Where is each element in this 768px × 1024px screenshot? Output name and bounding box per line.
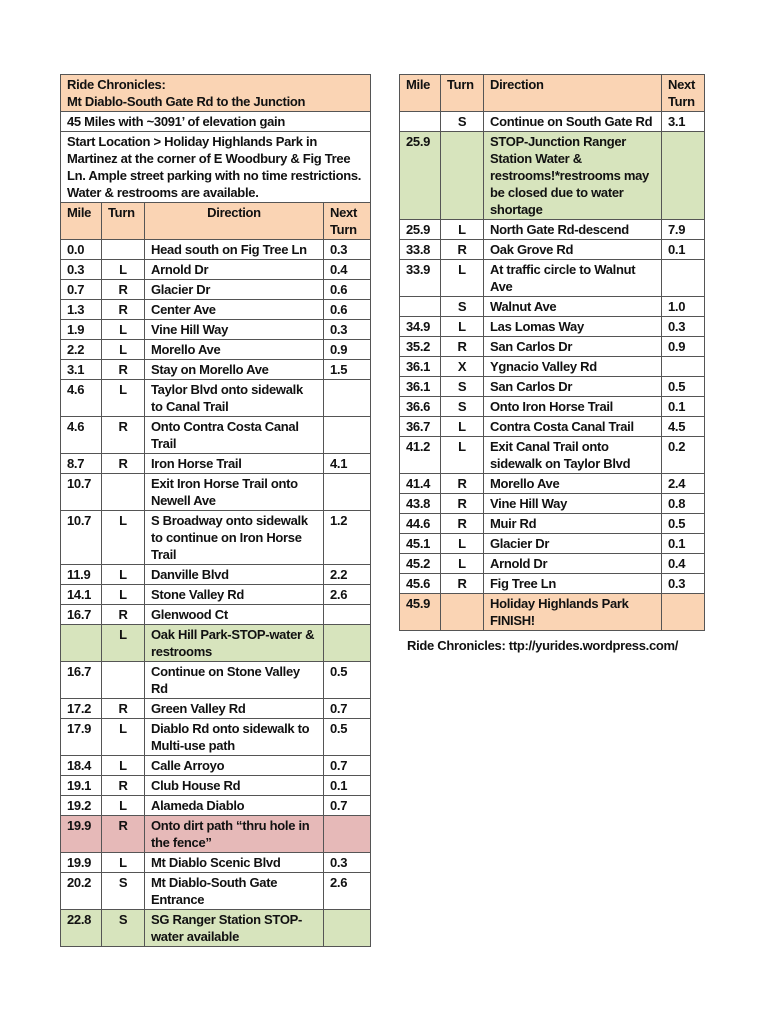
cue-turn: L (102, 585, 145, 605)
cue-mile: 43.8 (400, 494, 441, 514)
cue-direction: North Gate Rd-descend (484, 220, 662, 240)
cue-turn: X (441, 357, 484, 377)
cue-row (61, 511, 371, 565)
cue-direction: Onto Iron Horse Trail (484, 397, 662, 417)
cue-turn (441, 594, 484, 631)
cue-mile: 0.0 (61, 240, 102, 260)
ride-title: Ride Chronicles: Mt Diablo-South Gate Rd to the Junction (61, 75, 371, 112)
cue-turn: L (441, 437, 484, 474)
cue-turn: R (441, 337, 484, 357)
cue-turn: S (441, 377, 484, 397)
cue-turn: L (102, 260, 145, 280)
cue-next-turn: 2.2 (324, 565, 371, 585)
cue-direction: Fig Tree Ln (484, 574, 662, 594)
cue-mile: 36.7 (400, 417, 441, 437)
cue-row (400, 317, 705, 337)
cue-mile: 45.2 (400, 554, 441, 574)
cue-row (61, 340, 371, 360)
cue-mile: 34.9 (400, 317, 441, 337)
cue-turn: L (102, 340, 145, 360)
cue-mile: 36.6 (400, 397, 441, 417)
right-header-row (400, 75, 705, 112)
cue-direction: Center Ave (145, 300, 324, 320)
cue-row (400, 554, 705, 574)
cue-next-turn: 2.4 (662, 474, 705, 494)
cue-turn: R (441, 574, 484, 594)
cue-direction: Contra Costa Canal Trail (484, 417, 662, 437)
cue-turn: L (441, 417, 484, 437)
cue-turn: L (441, 317, 484, 337)
cue-row (400, 260, 705, 297)
cue-next-turn (324, 474, 371, 511)
cue-next-turn: 0.1 (662, 534, 705, 554)
cue-turn: R (441, 494, 484, 514)
cue-next-turn: 0.4 (662, 554, 705, 574)
cue-mile: 22.8 (61, 910, 102, 947)
cue-row (61, 260, 371, 280)
cue-direction: Vine Hill Way (484, 494, 662, 514)
cue-row (61, 816, 371, 853)
cue-row (61, 380, 371, 417)
cue-mile (400, 112, 441, 132)
col-direction: Direction (484, 75, 662, 112)
left-cue-table (60, 74, 371, 947)
cue-row (400, 377, 705, 397)
cue-next-turn (662, 260, 705, 297)
cue-direction: Walnut Ave (484, 297, 662, 317)
cue-turn (441, 132, 484, 220)
left-header-row (61, 203, 371, 240)
cue-next-turn: 0.1 (662, 240, 705, 260)
cue-mile: 3.1 (61, 360, 102, 380)
cue-direction: Stone Valley Rd (145, 585, 324, 605)
cue-row (400, 417, 705, 437)
cue-direction: Muir Rd (484, 514, 662, 534)
cue-row (61, 300, 371, 320)
cue-direction: STOP-Junction Ranger Station Water & restrooms!*restrooms may be closed due to water shortage (484, 132, 662, 220)
cue-row (61, 796, 371, 816)
cue-next-turn (324, 625, 371, 662)
cue-direction: Oak Hill Park-STOP-water & restrooms (145, 625, 324, 662)
cue-next-turn (662, 132, 705, 220)
cue-mile: 25.9 (400, 220, 441, 240)
cue-mile: 19.2 (61, 796, 102, 816)
cue-mile: 11.9 (61, 565, 102, 585)
cue-turn: R (102, 280, 145, 300)
col-turn: Turn (441, 75, 484, 112)
cue-mile: 35.2 (400, 337, 441, 357)
cue-next-turn: 2.6 (324, 585, 371, 605)
cue-row (400, 357, 705, 377)
cue-turn: L (441, 260, 484, 297)
cue-direction: Mt Diablo-South Gate Entrance (145, 873, 324, 910)
cue-turn: R (441, 514, 484, 534)
cue-turn: S (441, 397, 484, 417)
cue-next-turn: 0.9 (324, 340, 371, 360)
cue-row (61, 320, 371, 340)
cue-next-turn: 0.5 (324, 719, 371, 756)
cue-row (400, 297, 705, 317)
cue-next-turn: 0.6 (324, 280, 371, 300)
cue-next-turn: 0.9 (662, 337, 705, 357)
cue-row (400, 594, 705, 631)
cue-turn: L (102, 853, 145, 873)
cue-mile: 18.4 (61, 756, 102, 776)
cue-row (61, 625, 371, 662)
cue-direction: San Carlos Dr (484, 377, 662, 397)
cue-mile: 4.6 (61, 417, 102, 454)
cue-next-turn (662, 594, 705, 631)
cue-next-turn: 0.4 (324, 260, 371, 280)
cue-turn: S (102, 873, 145, 910)
cue-row (61, 360, 371, 380)
start-location: Start Location > Holiday Highlands Park in Martinez at the corner of E Woodbury & Fig Tree Ln. Ample street parking with no time restrictions. Water & restrooms are available. (61, 132, 371, 203)
cue-direction: Calle Arroyo (145, 756, 324, 776)
cue-mile: 45.6 (400, 574, 441, 594)
cue-direction: Morello Ave (484, 474, 662, 494)
cue-direction: Ygnacio Valley Rd (484, 357, 662, 377)
cue-turn (102, 662, 145, 699)
cue-next-turn: 0.3 (324, 320, 371, 340)
cue-direction: Onto dirt path “thru hole in the fence” (145, 816, 324, 853)
cue-turn: R (441, 474, 484, 494)
cue-direction: Exit Canal Trail onto sidewalk on Taylor Blvd (484, 437, 662, 474)
cue-turn: R (102, 605, 145, 625)
cue-next-turn (662, 357, 705, 377)
col-mile: Mile (400, 75, 441, 112)
cue-next-turn: 0.7 (324, 796, 371, 816)
cue-next-turn: 0.3 (662, 317, 705, 337)
cue-next-turn (324, 816, 371, 853)
cue-mile: 2.2 (61, 340, 102, 360)
cue-turn: R (441, 240, 484, 260)
cue-turn: L (102, 380, 145, 417)
cue-mile: 1.3 (61, 300, 102, 320)
cue-direction: Club House Rd (145, 776, 324, 796)
cue-row (400, 494, 705, 514)
cue-turn: R (102, 454, 145, 474)
cue-turn: L (441, 534, 484, 554)
cue-mile: 0.7 (61, 280, 102, 300)
cue-next-turn: 0.1 (324, 776, 371, 796)
cue-direction: Iron Horse Trail (145, 454, 324, 474)
cue-next-turn: 0.3 (662, 574, 705, 594)
cue-direction: Danville Blvd (145, 565, 324, 585)
cue-next-turn: 0.5 (662, 514, 705, 534)
cue-mile: 19.1 (61, 776, 102, 796)
cue-mile: 14.1 (61, 585, 102, 605)
cue-direction: Mt Diablo Scenic Blvd (145, 853, 324, 873)
cue-direction: Las Lomas Way (484, 317, 662, 337)
cue-mile: 1.9 (61, 320, 102, 340)
cue-row (61, 910, 371, 947)
cue-mile: 4.6 (61, 380, 102, 417)
cue-mile (400, 297, 441, 317)
cue-row (61, 699, 371, 719)
cue-mile: 25.9 (400, 132, 441, 220)
cue-turn: S (102, 910, 145, 947)
col-direction: Direction (145, 203, 324, 240)
cue-next-turn (324, 910, 371, 947)
cue-mile: 16.7 (61, 605, 102, 625)
cue-row (61, 280, 371, 300)
cue-row (61, 719, 371, 756)
cue-row (400, 514, 705, 534)
cue-turn: R (102, 300, 145, 320)
cue-row (61, 605, 371, 625)
cue-next-turn: 3.1 (662, 112, 705, 132)
cue-row (400, 132, 705, 220)
cue-row (61, 565, 371, 585)
ride-stats: 45 Miles with ~3091’ of elevation gain (61, 112, 371, 132)
cue-mile: 10.7 (61, 511, 102, 565)
cue-turn: R (102, 417, 145, 454)
col-turn: Turn (102, 203, 145, 240)
cue-mile: 19.9 (61, 853, 102, 873)
cue-next-turn: 0.5 (662, 377, 705, 397)
cue-mile: 10.7 (61, 474, 102, 511)
cue-turn: L (102, 320, 145, 340)
cue-row (400, 574, 705, 594)
cue-next-turn: 2.6 (324, 873, 371, 910)
col-next-turn: Next Turn (662, 75, 705, 112)
col-mile: Mile (61, 203, 102, 240)
cue-mile: 8.7 (61, 454, 102, 474)
cue-row (61, 474, 371, 511)
cue-next-turn: 7.9 (662, 220, 705, 240)
cue-mile (61, 625, 102, 662)
cue-turn: L (102, 565, 145, 585)
cue-mile: 0.3 (61, 260, 102, 280)
cue-row (400, 437, 705, 474)
cue-turn: S (441, 112, 484, 132)
cue-mile: 41.2 (400, 437, 441, 474)
cue-turn: R (102, 699, 145, 719)
cue-direction: Holiday Highlands Park FINISH! (484, 594, 662, 631)
cue-row (61, 873, 371, 910)
cue-row (400, 112, 705, 132)
cue-direction: Diablo Rd onto sidewalk to Multi-use path (145, 719, 324, 756)
cue-direction: Taylor Blvd onto sidewalk to Canal Trail (145, 380, 324, 417)
cue-turn: L (102, 719, 145, 756)
cue-direction: Stay on Morello Ave (145, 360, 324, 380)
cue-row (61, 853, 371, 873)
cue-mile: 41.4 (400, 474, 441, 494)
cue-row (400, 534, 705, 554)
cue-mile: 36.1 (400, 357, 441, 377)
cue-mile: 36.1 (400, 377, 441, 397)
cue-next-turn: 4.1 (324, 454, 371, 474)
cue-direction: Continue on South Gate Rd (484, 112, 662, 132)
cue-direction: Glenwood Ct (145, 605, 324, 625)
cue-row (400, 474, 705, 494)
cue-next-turn: 0.7 (324, 756, 371, 776)
cue-next-turn: 1.5 (324, 360, 371, 380)
cue-next-turn: 1.2 (324, 511, 371, 565)
cue-row (400, 337, 705, 357)
cue-direction: SG Ranger Station STOP-water available (145, 910, 324, 947)
cue-next-turn: 0.1 (662, 397, 705, 417)
cue-turn (102, 240, 145, 260)
cue-turn: L (102, 511, 145, 565)
cue-mile: 19.9 (61, 816, 102, 853)
cue-direction: Arnold Dr (484, 554, 662, 574)
cue-row (61, 662, 371, 699)
cue-direction: Head south on Fig Tree Ln (145, 240, 324, 260)
cue-mile: 45.9 (400, 594, 441, 631)
cue-direction: S Broadway onto sidewalk to continue on Iron Horse Trail (145, 511, 324, 565)
cue-next-turn: 0.6 (324, 300, 371, 320)
cue-next-turn: 0.5 (324, 662, 371, 699)
cue-turn: S (441, 297, 484, 317)
cue-row (61, 776, 371, 796)
cue-next-turn: 1.0 (662, 297, 705, 317)
cue-row (61, 240, 371, 260)
cue-direction: Onto Contra Costa Canal Trail (145, 417, 324, 454)
cue-direction: Glacier Dr (484, 534, 662, 554)
cue-turn: L (102, 796, 145, 816)
cue-mile: 20.2 (61, 873, 102, 910)
cue-direction: Morello Ave (145, 340, 324, 360)
cue-direction: Continue on Stone Valley Rd (145, 662, 324, 699)
cue-mile: 44.6 (400, 514, 441, 534)
cue-direction: Oak Grove Rd (484, 240, 662, 260)
cue-next-turn (324, 380, 371, 417)
cue-direction: San Carlos Dr (484, 337, 662, 357)
cue-mile: 33.8 (400, 240, 441, 260)
right-cue-table (399, 74, 705, 631)
cue-direction: Green Valley Rd (145, 699, 324, 719)
cue-mile: 45.1 (400, 534, 441, 554)
cue-turn: L (102, 756, 145, 776)
cue-row (61, 454, 371, 474)
cue-next-turn: 0.8 (662, 494, 705, 514)
cue-turn: L (102, 625, 145, 662)
cue-direction: Glacier Dr (145, 280, 324, 300)
cue-row (61, 585, 371, 605)
cue-mile: 17.9 (61, 719, 102, 756)
cue-turn: R (102, 360, 145, 380)
cue-turn: L (441, 220, 484, 240)
cue-mile: 17.2 (61, 699, 102, 719)
cue-mile: 16.7 (61, 662, 102, 699)
cue-row (400, 397, 705, 417)
cue-direction: Arnold Dr (145, 260, 324, 280)
cue-next-turn (324, 605, 371, 625)
cue-direction: Alameda Diablo (145, 796, 324, 816)
cue-row (400, 240, 705, 260)
cue-row (400, 220, 705, 240)
col-next-turn: Next Turn (324, 203, 371, 240)
cue-next-turn: 4.5 (662, 417, 705, 437)
cue-turn: R (102, 776, 145, 796)
cue-turn: R (102, 816, 145, 853)
cue-next-turn: 0.7 (324, 699, 371, 719)
cue-mile: 33.9 (400, 260, 441, 297)
cue-turn: L (441, 554, 484, 574)
cue-direction: Vine Hill Way (145, 320, 324, 340)
cue-row (61, 756, 371, 776)
cue-direction: Exit Iron Horse Trail onto Newell Ave (145, 474, 324, 511)
cue-next-turn: 0.3 (324, 240, 371, 260)
cue-next-turn: 0.3 (324, 853, 371, 873)
cue-direction: At traffic circle to Walnut Ave (484, 260, 662, 297)
cue-next-turn: 0.2 (662, 437, 705, 474)
cue-turn (102, 474, 145, 511)
footer-link-text: Ride Chronicles: ttp://yurides.wordpress.com/ (407, 638, 679, 653)
cue-next-turn (324, 417, 371, 454)
cue-row (61, 417, 371, 454)
